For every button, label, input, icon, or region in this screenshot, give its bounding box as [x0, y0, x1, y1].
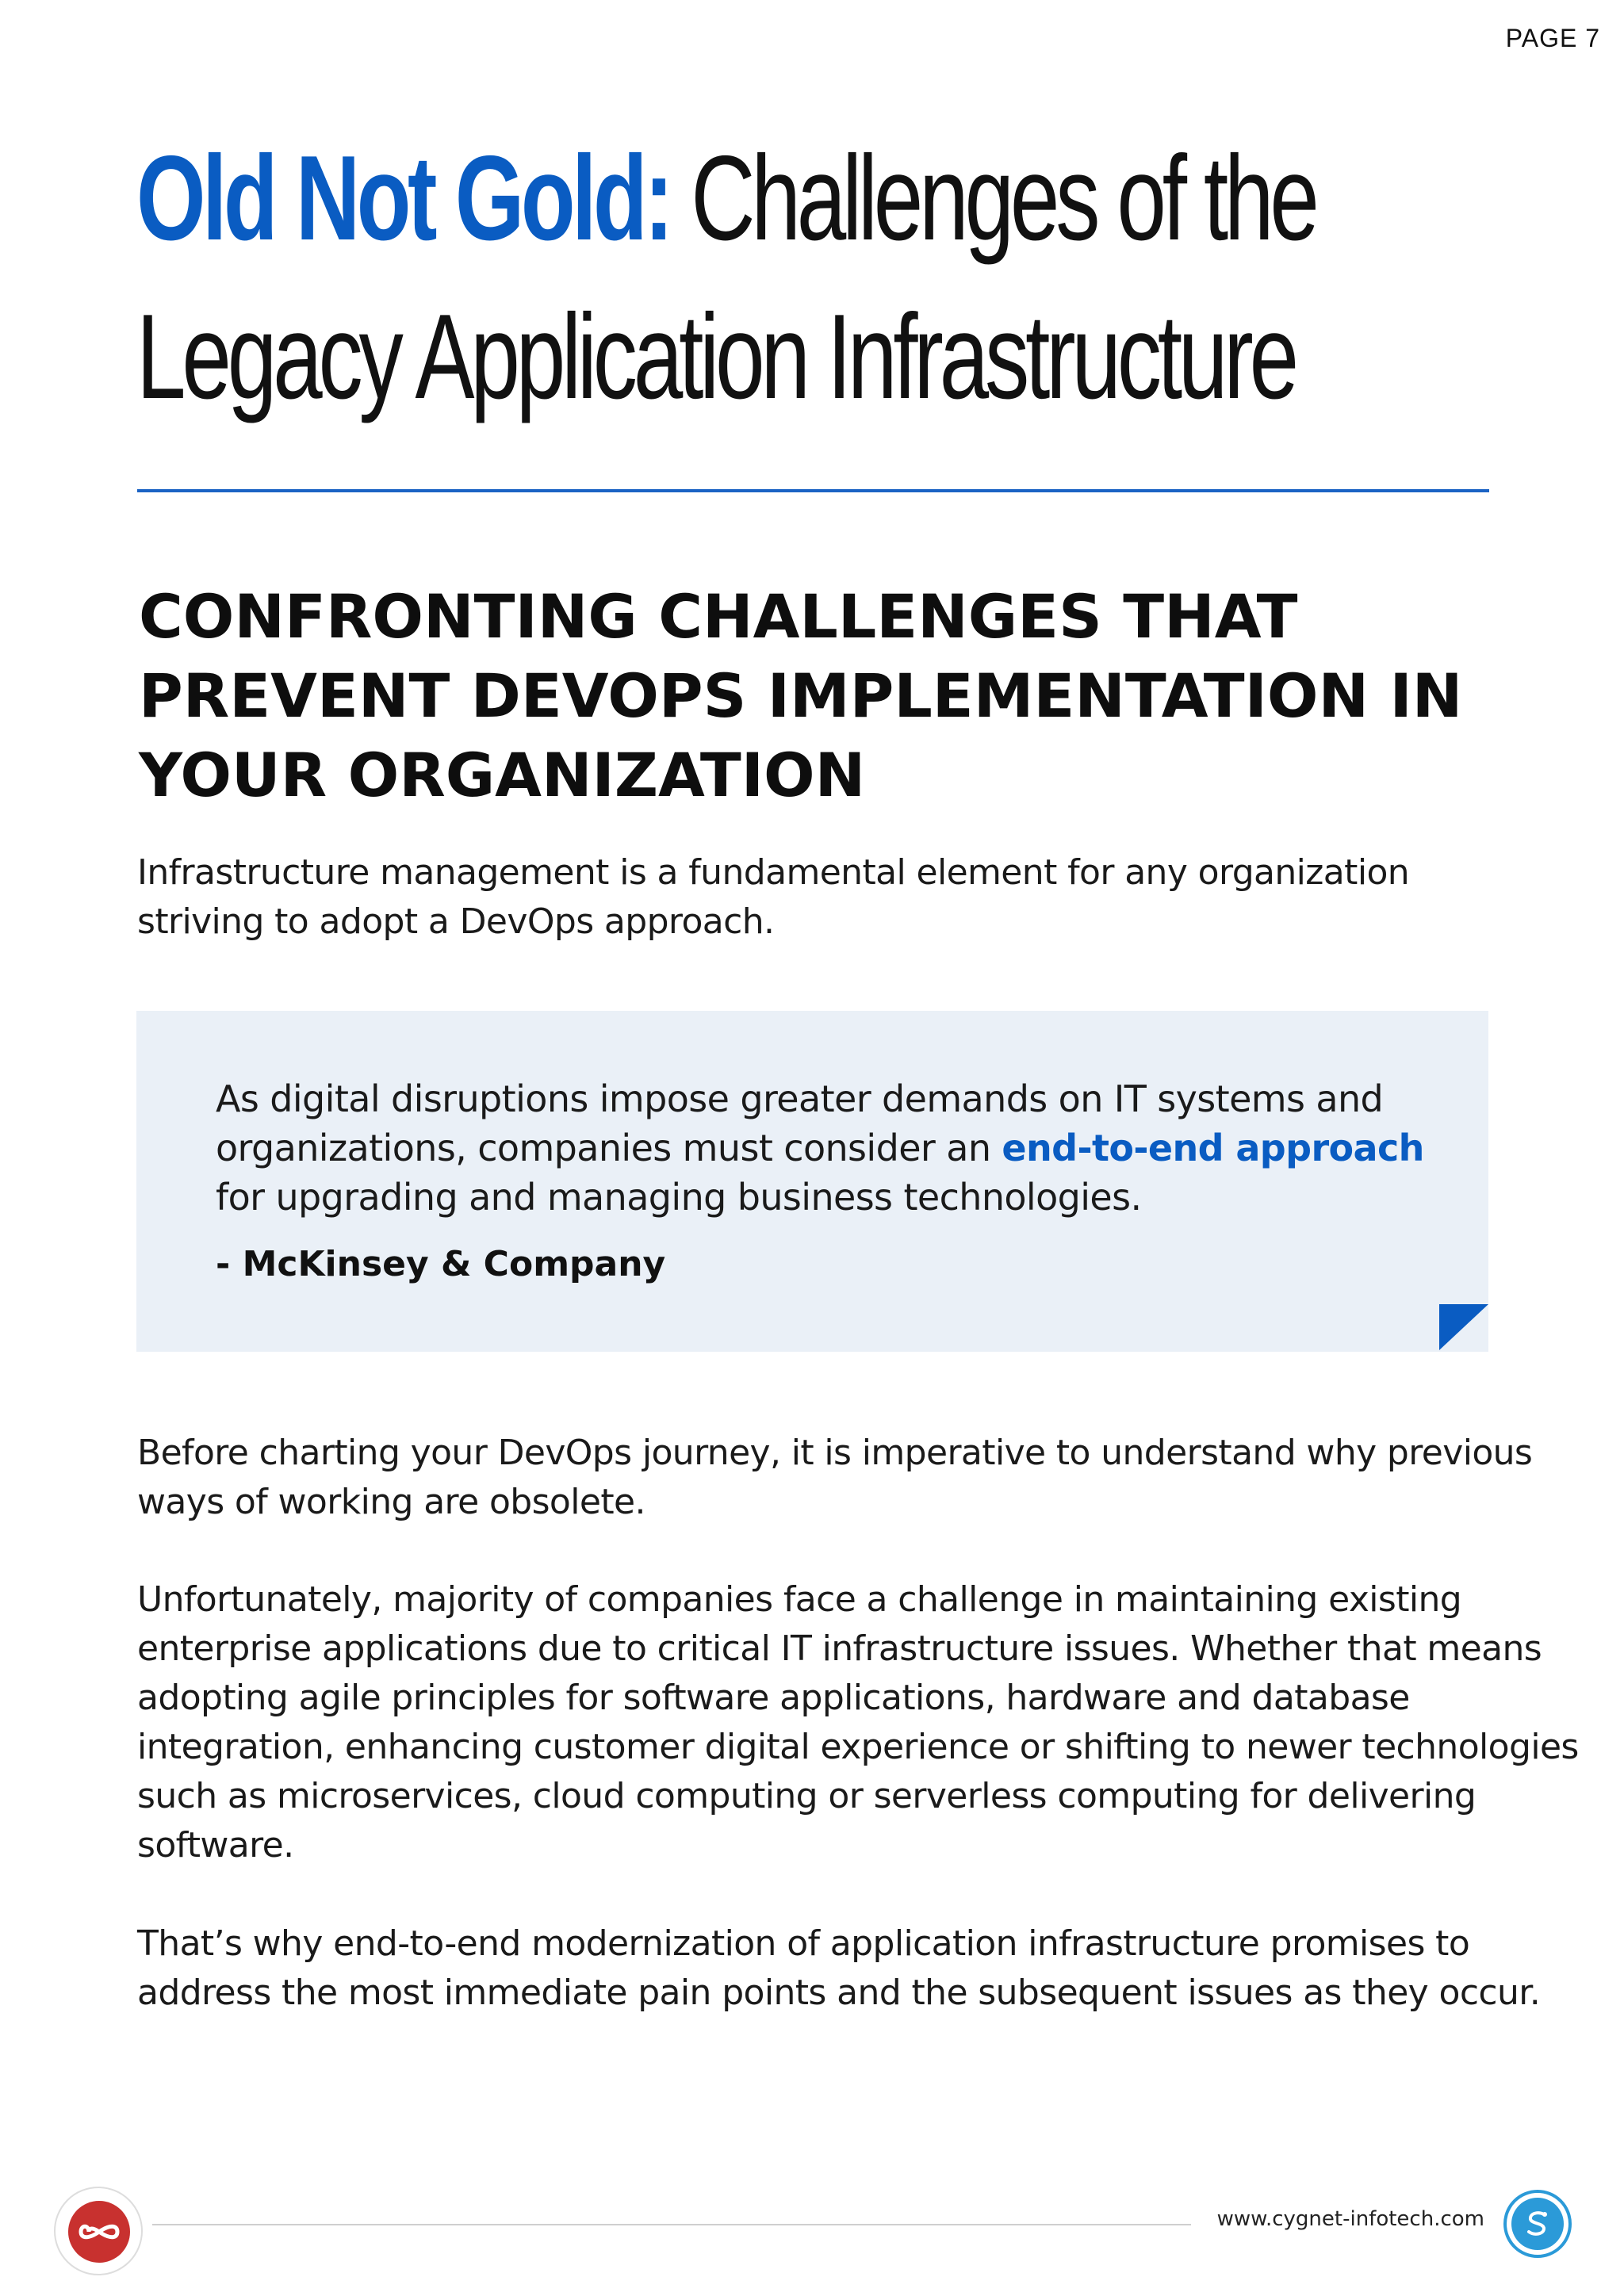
paragraph-line: Before charting your DevOps journey, it is imperative to understand why previous	[137, 1433, 1533, 1473]
page-title	[136, 119, 1316, 436]
paragraph-line: ways of working are obsolete.	[137, 1482, 645, 1522]
paragraph-line: enterprise applications due to critical IT infrastructure issues. Whether that means	[137, 1628, 1542, 1669]
title-line1-rest: Challenges of the	[670, 131, 1316, 266]
body-paragraph-3	[137, 1919, 1541, 2018]
quote-box	[136, 1011, 1488, 1352]
cygnet-logo-icon	[1503, 2190, 1572, 2258]
body-paragraph-2	[137, 1575, 1579, 1870]
quote-line-text: organizations, companies must consider an	[216, 1127, 1002, 1169]
title-divider	[137, 489, 1489, 492]
quote-text	[216, 1074, 1453, 1222]
paragraph-line: such as microservices, cloud computing or serverless computing for delivering	[137, 1776, 1477, 1816]
quote-line	[216, 1123, 1453, 1173]
quote-line: for upgrading and managing business technologies.	[216, 1176, 1142, 1219]
footer-badge	[54, 2187, 143, 2275]
paragraph-line: Unfortunately, majority of companies face a challenge in maintaining existing	[137, 1579, 1462, 1620]
section-heading-line: PREVENT DEVOPS IMPLEMENTATION IN	[139, 660, 1463, 731]
section-heading	[139, 577, 1487, 815]
paragraph-line: adopting agile principles for software applications, hardware and database	[137, 1678, 1410, 1718]
title-line2: Legacy Application Infrastructure	[136, 289, 1295, 424]
title-accent: Old Not Gold:	[136, 131, 671, 266]
quote-line: As digital disruptions impose greater demands on IT systems and	[216, 1077, 1384, 1120]
paragraph-line: integration, enhancing customer digital experience or shifting to newer technologies	[137, 1727, 1579, 1767]
paragraph-line: striving to adopt a DevOps approach.	[137, 901, 775, 942]
footer-url[interactable]: www.cygnet-infotech.com	[1216, 2207, 1484, 2231]
body-paragraph-1	[137, 1429, 1533, 1527]
paragraph-line: address the most immediate pain points and the subsequent issues as they occur.	[137, 1973, 1541, 2013]
section-heading-line: CONFRONTING CHALLENGES THAT	[139, 581, 1298, 652]
page-number: PAGE 7	[1505, 24, 1600, 52]
paragraph-line: software.	[137, 1825, 294, 1866]
intro-paragraph	[137, 848, 1501, 947]
quote-corner-mark	[1439, 1304, 1488, 1350]
quote-highlight: end-to-end approach	[1002, 1127, 1424, 1169]
infinity-icon	[68, 2201, 130, 2263]
section-heading-line: YOUR ORGANIZATION	[139, 740, 866, 810]
quote-author: - McKinsey & Company	[216, 1244, 666, 1284]
footer-divider	[152, 2224, 1191, 2225]
paragraph-line: Infrastructure management is a fundamental element for any organization	[137, 852, 1410, 893]
paragraph-line: That’s why end-to-end modernization of application infrastructure promises to	[137, 1923, 1470, 1964]
